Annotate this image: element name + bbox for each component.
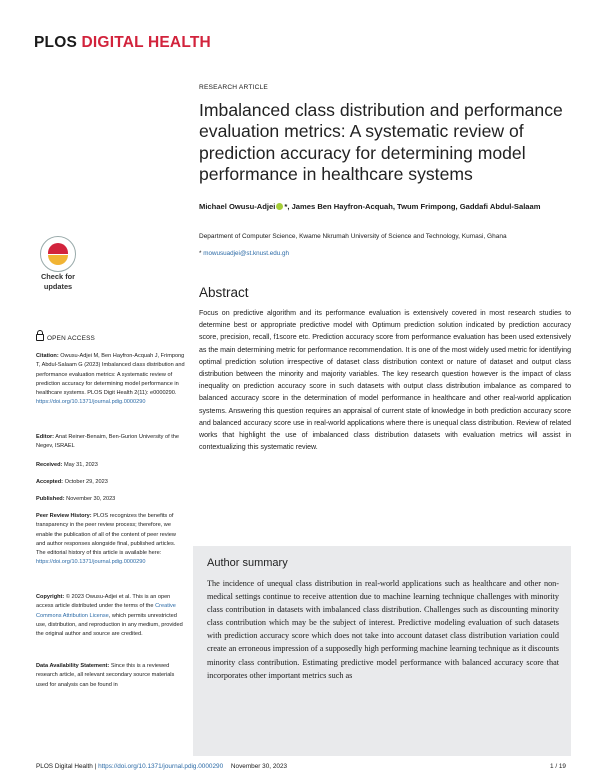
check-for-updates-badge[interactable] — [36, 236, 80, 292]
copyright-text-end: , which permits unrestricted use, distribution, and reproduction in any medium, provided the original author and source are credited. — [36, 612, 183, 638]
editor-block — [36, 433, 186, 452]
data-availability-block — [36, 662, 186, 690]
accepted-label: Accepted: — [36, 479, 64, 485]
corresponding-star: * — [284, 202, 288, 211]
open-lock-icon — [36, 334, 44, 341]
footer-doi-link[interactable]: https://doi.org/10.1371/journal.pdig.0000290 — [98, 763, 224, 770]
published-date: November 30, 2023 — [66, 496, 116, 502]
other-authors: , James Ben Hayfron-Acquah, Twum Frimpong, Gaddafi Abdul-Salaam — [287, 202, 541, 211]
license-link[interactable]: Creative Commons Attribution License — [36, 603, 176, 619]
abstract-heading: Abstract — [199, 285, 249, 300]
citation-block — [36, 352, 186, 408]
data-availability-text: Since this is a reviewed research article, all relevant secondary source materials used for analysis can be found in — [36, 663, 175, 688]
journal-name-digital-health: DIGITAL HEALTH — [81, 34, 211, 51]
email-link[interactable]: mowusuadjei@st.knust.edu.gh — [203, 250, 290, 257]
page-footer — [36, 763, 566, 770]
copyright-label: Copyright: — [36, 594, 65, 600]
footer-date: November 30, 2023 — [230, 763, 288, 770]
author-summary-heading: Author summary — [207, 557, 288, 569]
article-title: Imbalanced class distribution and performance evaluation metrics: A systematic review of prediction accuracy for determining model performance in healthcare systems — [199, 100, 563, 184]
received-block — [36, 461, 186, 470]
accepted-date: October 29, 2023 — [64, 479, 108, 485]
citation-text: Owusu-Adjei M, Ben Hayfron-Acquah J, Frimpong T, Abdul-Salaam G (2023) Imbalanced class distribution and performance evaluation metrics: A systematic review of prediction accuracy for determining model performance in healthcare systems. PLOS Digit Health 2(11): e0000290. — [36, 353, 185, 397]
peer-review-label: Peer Review History: — [36, 513, 92, 519]
orcid-icon[interactable] — [276, 203, 283, 210]
check-updates-line2: updates — [43, 281, 73, 291]
footer-journal: PLOS Digital Health — [36, 763, 93, 770]
email-star: * — [199, 250, 202, 257]
article-type: RESEARCH ARTICLE — [199, 84, 269, 91]
journal-logo — [34, 34, 211, 52]
peer-review-link[interactable]: https://doi.org/10.1371/journal.pdig.0000290 — [36, 559, 146, 566]
copyright-text: © 2023 Owusu-Adjei et al. This is an open access article distributed under the terms of the — [36, 594, 171, 610]
open-access-label — [36, 334, 186, 343]
abstract-text: Focus on predictive algorithm and its performance evaluation is extensively covered in most research studies to determine best or appropriate predictive model with Optimum prediction solution indicated by prediction accuracy score, precision, recall, f1score etc. Prediction accuracy score from performance evaluation has been used extensively as the main determining metric for performance recommendation. It is one of the most widely used metric for identifying optimal prediction solution irrespective of dataset class distribution context or nature of dataset and output class distribution between the minority and majority variables. The key research question however is the impact of class inequality on prediction accuracy score in such datasets with output class distribution imbalance as compared to balanced accuracy score in the determination of model performance in healthcare and other real-world application systems. Answering this question requires an appraisal of current state of knowledge in both prediction accuracy score and balanced accuracy score use in real-world applications where there is unequal class distribution. Review of related works that highlight the use of imbalanced class distribution datasets with evaluation metrics will assist in contextualizing this systematic review. — [199, 310, 571, 452]
editor-label: Editor: — [36, 434, 55, 440]
published-block — [36, 495, 186, 504]
check-updates-icon — [40, 236, 76, 272]
received-label: Received: — [36, 462, 63, 468]
accepted-block — [36, 478, 186, 487]
published-label: Published: — [36, 496, 65, 502]
citation-label: Citation: — [36, 353, 59, 359]
received-date: May 31, 2023 — [64, 462, 98, 468]
corresponding-email — [199, 250, 289, 257]
page-number: 1 / 19 — [550, 763, 566, 770]
copyright-block — [36, 593, 186, 639]
peer-review-block — [36, 512, 186, 568]
journal-name-plos: PLOS — [34, 34, 78, 51]
first-author[interactable]: Michael Owusu-Adjei — [199, 202, 276, 211]
author-summary-text: The incidence of unequal class distribution in real-world applications such as healthcare and other non-medical settings continue to receive attention due to machine learning technique challenges with minority class contribution in datasets with imbalanced class distribution. Challenges such as discounting minority class contribution which may be the subject of interest. Predictive modeling evaluation of such datasets with prediction accuracy score which does not take into account dataset class distribution variation could create an erroneous impression of a supposedly high performing machine learning technique as it discounts minority class contribution. Estimating predictive model performance with balanced accuracy score that incorporates other important metrics such as — [207, 579, 559, 680]
editor-text: Anat Reiner-Benaim, Ben-Gurion University of the Negev, ISRAEL — [36, 434, 180, 450]
data-availability-label: Data Availability Statement: — [36, 663, 110, 669]
citation-doi-link[interactable]: https://doi.org/10.1371/journal.pdig.0000290 — [36, 399, 146, 406]
author-list — [199, 201, 569, 212]
check-updates-line1: Check for — [40, 272, 76, 281]
open-access-text: OPEN ACCESS — [47, 335, 96, 342]
footer-separator: | — [92, 763, 99, 770]
affiliation: Department of Computer Science, Kwame Nkrumah University of Science and Technology, Kumasi, Ghana — [199, 233, 507, 240]
peer-review-text: PLOS recognizes the benefits of transparency in the peer review process; therefore, we enable the publication of all of the content of peer review and author responses alongside final, published articles. The editorial history of this article is available here: — [36, 513, 176, 557]
